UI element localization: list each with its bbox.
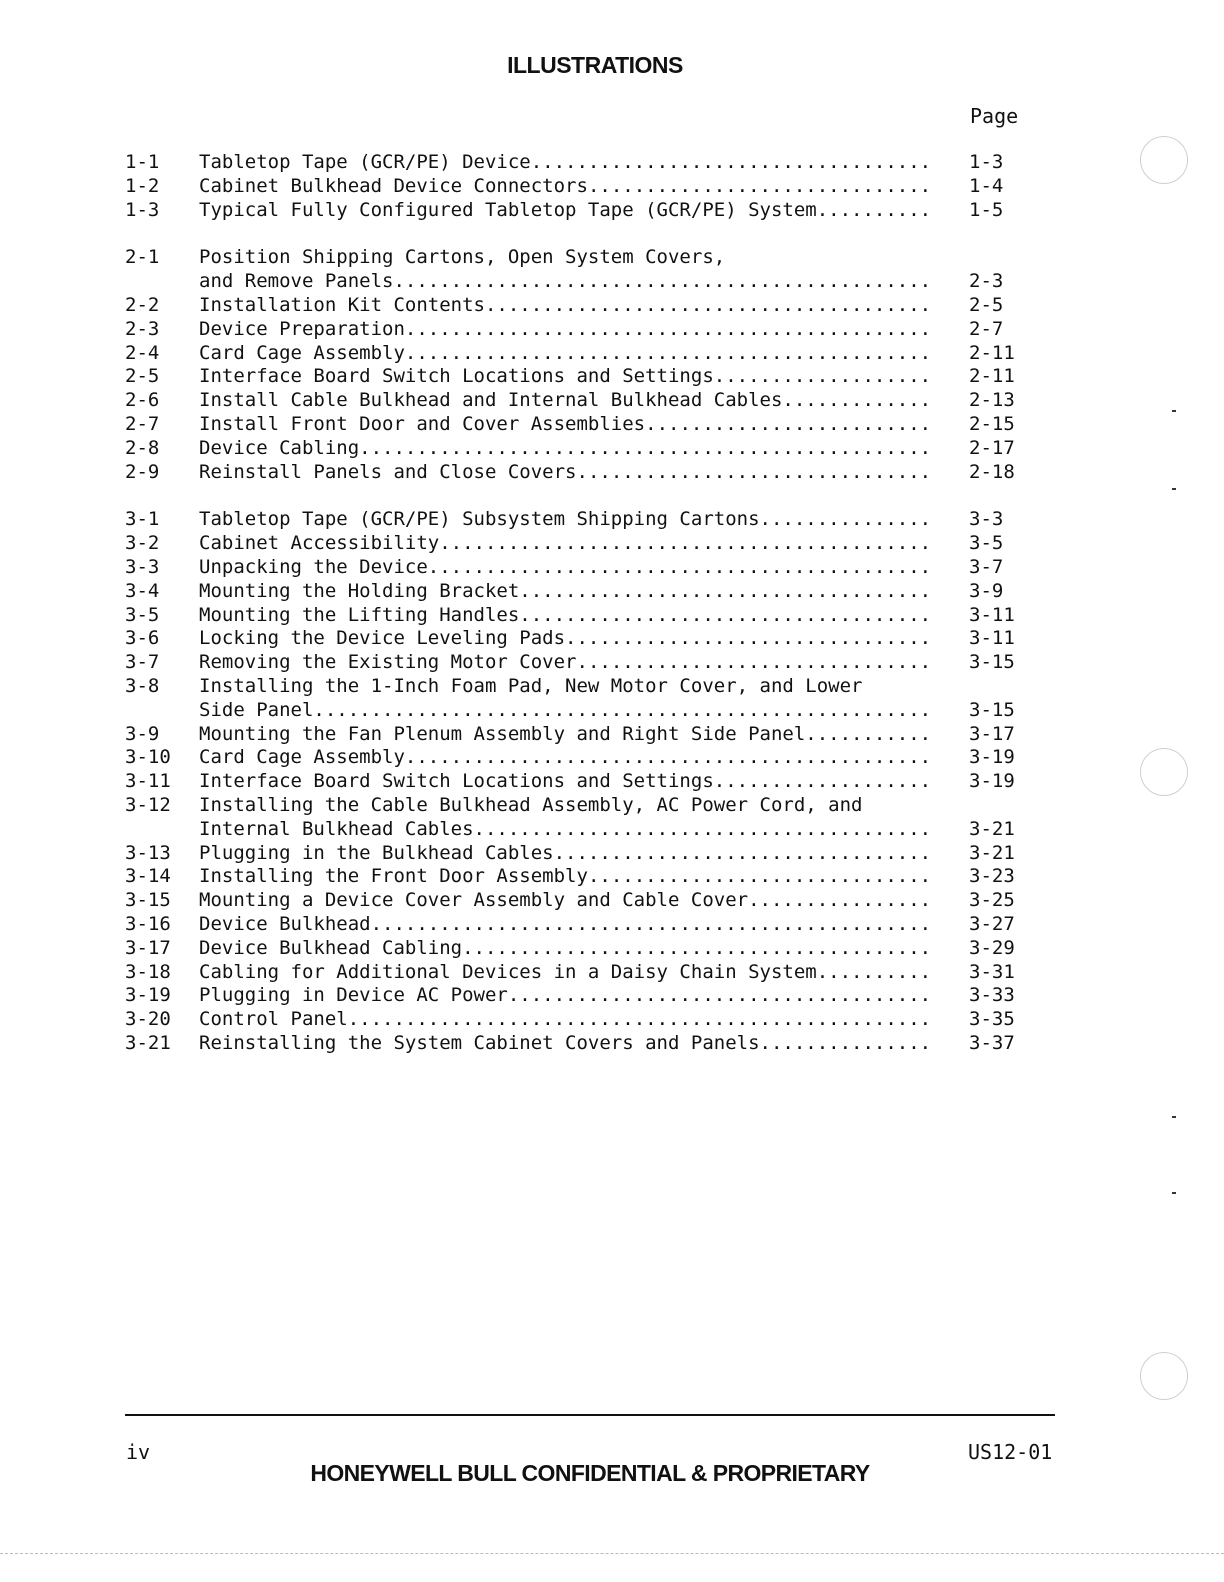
figure-number: 3-13 [125, 841, 171, 864]
illustration-entry [125, 556, 1045, 580]
figure-page-number: 3-37 [969, 1031, 1015, 1054]
illustration-entry [125, 794, 1045, 842]
figure-title: Cabinet Accessibility ..... [199, 532, 935, 556]
figure-title: Installing the Front Door Assembly ..... [199, 865, 935, 889]
figure-number: 3-4 [125, 579, 160, 602]
figure-page-number: 3-31 [969, 960, 1015, 983]
figure-page-number: 2-3 [969, 270, 1004, 293]
figure-number: 3-14 [125, 865, 171, 888]
page-title: ILLUSTRATIONS [507, 52, 683, 78]
figure-title: Interface Board Switch Locations and Settings ..... [199, 770, 935, 794]
figure-number: 2-2 [125, 293, 160, 316]
illustration-entry [125, 246, 1045, 294]
figure-title: Device Bulkhead ..... [199, 913, 935, 937]
figure-page-number: 3-19 [969, 770, 1015, 793]
figure-title: Tabletop Tape (GCR/PE) Device ..... [199, 151, 935, 175]
figure-page-number: 3-7 [969, 555, 1004, 578]
figure-number: 3-5 [125, 603, 160, 626]
footer-page-number: iv [126, 1440, 151, 1464]
illustration-entry [125, 723, 1045, 747]
figure-number: 2-3 [125, 317, 160, 340]
illustration-entry [125, 1032, 1045, 1056]
footer-confidentiality-notice: HONEYWELL BULL CONFIDENTIAL & PROPRIETARY [310, 1460, 870, 1486]
illustration-entry [125, 842, 1045, 866]
figure-page-number: 2-5 [969, 293, 1004, 316]
scan-speck [1172, 488, 1176, 490]
illustration-entry [125, 627, 1045, 651]
figure-page-number: 1-5 [969, 198, 1004, 221]
figure-page-number: 3-3 [969, 508, 1004, 531]
figure-title: Mounting the Fan Plenum Assembly and Right Side Panel ..... [199, 723, 935, 747]
punch-hole [1140, 136, 1188, 184]
illustration-entry [125, 984, 1045, 1008]
figure-page-number: 3-11 [969, 603, 1015, 626]
figure-title [199, 675, 935, 723]
figure-title: Device Preparation ..... [199, 318, 935, 342]
figure-title-line: Side Panel ..... [199, 699, 935, 723]
figure-title: Interface Board Switch Locations and Settings ..... [199, 365, 935, 389]
illustration-entry [125, 389, 1045, 413]
figure-title: Cabinet Bulkhead Device Connectors ..... [199, 175, 935, 199]
illustration-entry [125, 770, 1045, 794]
illustration-entry [125, 937, 1045, 961]
figure-page-number: 3-29 [969, 936, 1015, 959]
figure-page-number: 3-35 [969, 1008, 1015, 1031]
illustration-entry [125, 675, 1045, 723]
figure-title: Reinstalling the System Cabinet Covers and Panels ..... [199, 1032, 935, 1056]
figure-title: Device Cabling ..... [199, 437, 935, 461]
illustration-entry [125, 865, 1045, 889]
figure-page-number: 2-17 [969, 436, 1015, 459]
figure-title: Installation Kit Contents ..... [199, 294, 935, 318]
illustration-entry [125, 508, 1045, 532]
figure-title-line: Installing the Cable Bulkhead Assembly, AC Power Cord, and [199, 793, 863, 816]
figure-title: Removing the Existing Motor Cover ..... [199, 651, 935, 675]
figure-title: Unpacking the Device ..... [199, 556, 935, 580]
figure-number: 3-18 [125, 960, 171, 983]
page-bottom-edge [0, 1553, 1224, 1554]
figure-number: 3-8 [125, 674, 160, 697]
illustration-entry [125, 1008, 1045, 1032]
scan-speck [1172, 1192, 1176, 1194]
figure-page-number: 3-33 [969, 984, 1015, 1007]
figure-page-number: 3-17 [969, 722, 1015, 745]
figure-title-line: and Remove Panels ..... [199, 270, 935, 294]
figure-title: Plugging in the Bulkhead Cables ..... [199, 842, 935, 866]
figure-page-number: 2-7 [969, 317, 1004, 340]
illustration-entry [125, 413, 1045, 437]
footer-rule [125, 1414, 1055, 1416]
illustration-entry [125, 365, 1045, 389]
figure-title [199, 246, 935, 294]
figure-number: 1-2 [125, 174, 160, 197]
illustrations-list [125, 151, 1045, 1080]
illustration-entry [125, 199, 1045, 223]
figure-page-number: 3-15 [969, 698, 1015, 721]
figure-title: Mounting a Device Cover Assembly and Cable Cover ..... [199, 889, 935, 913]
punch-hole [1140, 1352, 1188, 1400]
figure-number: 2-7 [125, 412, 160, 435]
figure-title: Install Front Door and Cover Assemblies ..... [199, 413, 935, 437]
figure-number: 3-17 [125, 936, 171, 959]
figure-page-number: 3-25 [969, 889, 1015, 912]
figure-title-line: Position Shipping Cartons, Open System Covers, [199, 246, 726, 269]
illustration-entry [125, 651, 1045, 675]
figure-title: Plugging in Device AC Power ..... [199, 984, 935, 1008]
figure-title: Mounting the Lifting Handles ..... [199, 604, 935, 628]
figure-page-number: 1-3 [969, 151, 1004, 173]
figure-page-number: 3-21 [969, 817, 1015, 840]
figure-title: Card Cage Assembly ..... [199, 746, 935, 770]
figure-page-number: 2-13 [969, 389, 1015, 412]
illustration-entry [125, 342, 1045, 366]
illustration-entry [125, 461, 1045, 485]
figure-title-line: Installing the 1-Inch Foam Pad, New Motor Cover, and Lower [199, 674, 863, 697]
page-column-header: Page [970, 104, 1019, 128]
figure-title: Control Panel ..... [199, 1008, 935, 1032]
illustration-entry [125, 318, 1045, 342]
illustration-entry [125, 294, 1045, 318]
figure-title: Reinstall Panels and Close Covers ..... [199, 461, 935, 485]
figure-title: Cabling for Additional Devices in a Daisy Chain System ..... [199, 961, 935, 985]
figure-page-number: 3-19 [969, 746, 1015, 769]
figure-page-number: 3-23 [969, 865, 1015, 888]
figure-number: 3-2 [125, 532, 160, 555]
figure-page-number: 3-9 [969, 579, 1004, 602]
figure-page-number: 2-11 [969, 365, 1015, 388]
figure-title: Card Cage Assembly ..... [199, 342, 935, 366]
figure-page-number: 2-18 [969, 460, 1015, 483]
scan-speck [1172, 410, 1176, 412]
figure-title: Device Bulkhead Cabling ..... [199, 937, 935, 961]
figure-number: 3-16 [125, 912, 171, 935]
footer-document-number: US12-01 [968, 1440, 1053, 1464]
figure-number: 3-11 [125, 770, 171, 793]
illustration-entry [125, 175, 1045, 199]
illustration-group [125, 151, 1045, 222]
figure-number: 1-1 [125, 151, 160, 173]
figure-number: 3-20 [125, 1008, 171, 1031]
figure-number: 3-15 [125, 889, 171, 912]
figure-page-number: 1-4 [969, 174, 1004, 197]
figure-number: 3-12 [125, 793, 171, 816]
figure-title: Install Cable Bulkhead and Internal Bulkhead Cables ..... [199, 389, 935, 413]
figure-title-line: Internal Bulkhead Cables ..... [199, 818, 935, 842]
illustration-entry [125, 437, 1045, 461]
figure-page-number: 3-27 [969, 912, 1015, 935]
figure-page-number: 3-21 [969, 841, 1015, 864]
figure-title: Mounting the Holding Bracket ..... [199, 580, 935, 604]
figure-page-number: 2-11 [969, 341, 1015, 364]
illustration-entry [125, 604, 1045, 628]
illustration-group [125, 508, 1045, 1055]
illustration-entry [125, 151, 1045, 175]
figure-number: 2-4 [125, 341, 160, 364]
figure-page-number: 3-5 [969, 532, 1004, 555]
figure-number: 3-9 [125, 722, 160, 745]
figure-number: 3-1 [125, 508, 160, 531]
figure-title: Typical Fully Configured Tabletop Tape (GCR/PE) System ..... [199, 199, 935, 223]
figure-number: 3-21 [125, 1031, 171, 1054]
figure-number: 1-3 [125, 198, 160, 221]
figure-number: 3-6 [125, 627, 160, 650]
illustration-entry [125, 961, 1045, 985]
figure-number: 2-8 [125, 436, 160, 459]
illustration-entry [125, 889, 1045, 913]
illustration-entry [125, 913, 1045, 937]
figure-number: 3-3 [125, 555, 160, 578]
punch-hole [1140, 748, 1188, 796]
figure-number: 3-7 [125, 651, 160, 674]
illustration-entry [125, 532, 1045, 556]
figure-number: 3-19 [125, 984, 171, 1007]
figure-page-number: 3-11 [969, 627, 1015, 650]
illustration-entry [125, 580, 1045, 604]
figure-number: 2-1 [125, 246, 160, 269]
figure-number: 2-9 [125, 460, 160, 483]
figure-title [199, 794, 935, 842]
figure-page-number: 3-15 [969, 651, 1015, 674]
scan-speck [1172, 1116, 1176, 1118]
illustration-entry [125, 746, 1045, 770]
figure-page-number: 2-15 [969, 412, 1015, 435]
figure-title: Locking the Device Leveling Pads ..... [199, 627, 935, 651]
figure-title: Tabletop Tape (GCR/PE) Subsystem Shipping Cartons ..... [199, 508, 935, 532]
figure-number: 2-5 [125, 365, 160, 388]
illustration-group [125, 246, 1045, 484]
figure-number: 3-10 [125, 746, 171, 769]
figure-number: 2-6 [125, 389, 160, 412]
